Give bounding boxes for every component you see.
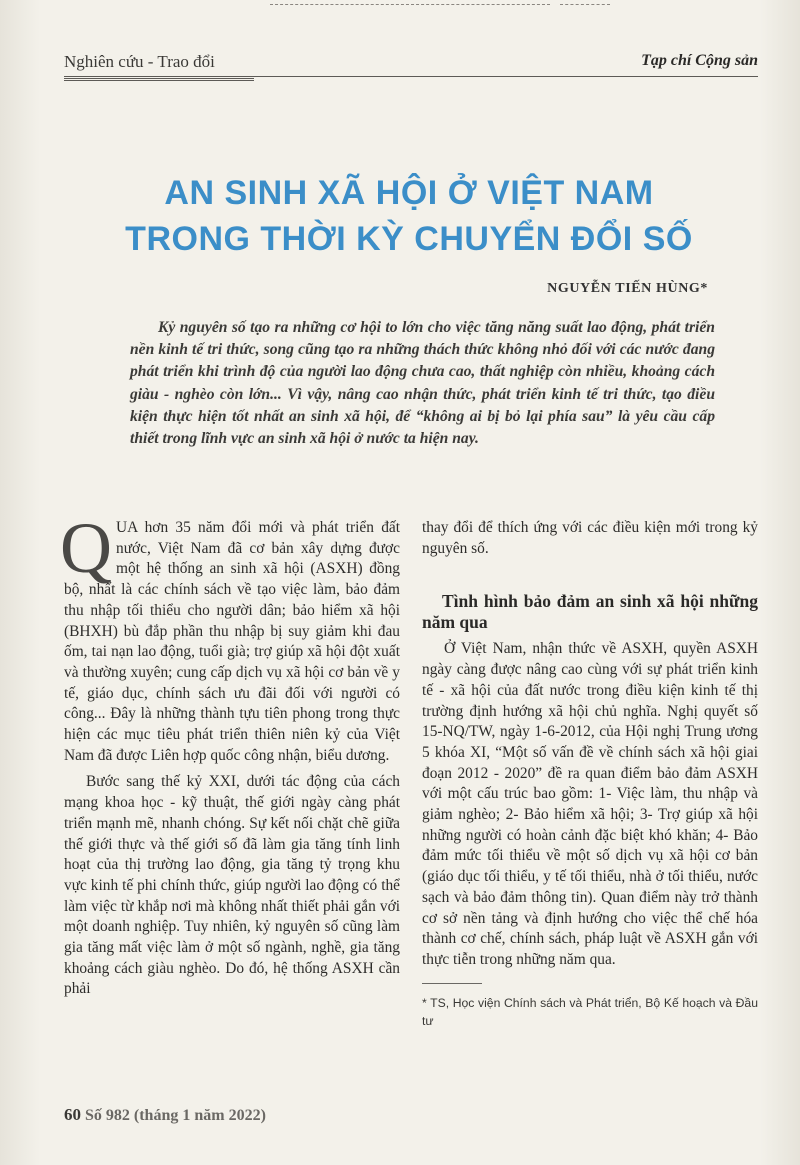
title-line-2: TRONG THỜI KỲ CHUYỂN ĐỔI SỐ [125,220,693,258]
paragraph-third: Ở Việt Nam, nhận thức về ASXH, quyền ASXH ngày càng được nâng cao cùng với sự phát triển kinh tế - xã hội của đất nước trong điều kiện kinh tế thị trường định hướng xã hội chủ nghĩa. Nghị quyết số 15-NQ/TW, ngày 1-6-2012, của Hội nghị Trung ương 5 khóa XI, “Một số vấn đề về chính sách xã hội giai đoạn 2012 - 2020” đề ra quan điểm bảo đảm ASXH với một cấu trúc bao gồm: 1- Việc làm, thu nhập và giảm nghèo; 2- Bảo hiểm xã hội; 3- Trợ giúp xã hội những người có hoàn cảnh đặc biệt khó khăn; 4- Bảo đảm mức tối thiểu về một số dịch vụ xã hội cơ bản (giáo dục tối thiểu, y tế tối thiểu, nhà ở tối thiểu, nước sạch và bảo đảm thông tin). Quan điểm này trở thành cơ sở nền tảng và định hướng cho việc thể chế hóa thành cơ chế, chính sách, pháp luật về ASXH gắn với thực tiễn trong những năm qua. [422,640,758,968]
header-rule [64,76,758,77]
footnote-rule [422,983,482,984]
paragraph-second: Bước sang thế kỷ XXI, dưới tác động của cách mạng khoa học - kỹ thuật, thế giới ngày càng phát triển mạnh mẽ, nhanh chóng. Sự kết nối chặt chẽ giữa thế giới thực và thế giới số đã làm gia tăng tính linh hoạt của thị trường lao động, gia tăng tỷ trọng khu vực kinh tế phi chính thức, giúp người lao động có thể làm việc từ khắp nơi mà không nhất thiết phải gắn với một doanh nghiệp. Tuy nhiên, kỷ nguyên số cũng làm gia tăng mất việc làm ở một số ngành, nghề, gia tăng khoảng cách giàu nghèo. Do đó, hệ thống ASXH cần phải [64,773,400,998]
column-right [422,518,758,1030]
paragraph-intro-text: UA hơn 35 năm đổi mới và phát triển đất nước, Việt Nam đã cơ bản xây dựng được một hệ thống an sinh xã hội (ASXH) đồng bộ, nhất là các chính sách về tạo việc làm, bảo đảm thu nhập tối thiểu cho người dân; bảo hiểm xã hội (BHXH) bù đắp phần thu nhập bị suy giảm khi đau ốm, tai nạn lao động, tuổi già; trợ giúp xã hội đột xuất và thường xuyên; cung cấp dịch vụ xã hội cơ bản về y tế, giáo dục, chính sách ưu đãi đối với người có công... Đây là những thành tựu tiên phong trong thực hiện các mục tiêu phát triển thiên niên kỷ của Việt Nam đã được Liên hợp quốc công nhận, biểu dương. [64,519,400,764]
page-number: 60 [64,1105,81,1124]
journal-name: Tạp chí Cộng sản [641,52,758,69]
abstract-text: Kỷ nguyên số tạo ra những cơ hội to lớn cho việc tăng năng suất lao động, phát triển nền kinh tế tri thức, song cũng tạo ra những thách thức không nhỏ đối với các nước đang phát triển khi trình độ của người lao động chưa cao, thất nghiệp còn nhiều, khoảng cách giàu - nghèo còn lớn... Vì vậy, nâng cao nhận thức, phát triển kinh tế tri thức, tạo điều kiện thực hiện tốt nhất an sinh xã hội, để “không ai bị bỏ lại phía sau” là yêu cầu cấp thiết trong lĩnh vực an sinh xã hội ở nước ta hiện nay. [130,319,715,448]
footnote: * TS, Học viện Chính sách và Phát triển, Bộ Kế hoạch và Đầu tư [422,995,758,1028]
header-double-rule [64,78,254,81]
top-dashed-line [270,4,550,5]
article-title [60,170,758,262]
column-left [60,508,400,1000]
drop-cap: Q [60,508,112,588]
top-dashed-line-short [560,4,610,5]
paragraph-second-continued: thay đổi để thích ứng với các điều kiện mới trong kỷ nguyên số. [422,519,758,557]
page-footer [64,1105,266,1125]
section-heading: Tình hình bảo đảm an sinh xã hội những năm qua [422,591,758,633]
paragraph-intro [60,508,400,766]
title-line-1: AN SINH XÃ HỘI Ở VIỆT NAM [164,174,654,212]
abstract [130,317,715,450]
issue-info: Số 982 (tháng 1 năm 2022) [85,1107,266,1124]
section-label: Nghiên cứu - Trao đổi [64,52,215,71]
author-name: NGUYỄN TIẾN HÙNG* [547,281,708,296]
